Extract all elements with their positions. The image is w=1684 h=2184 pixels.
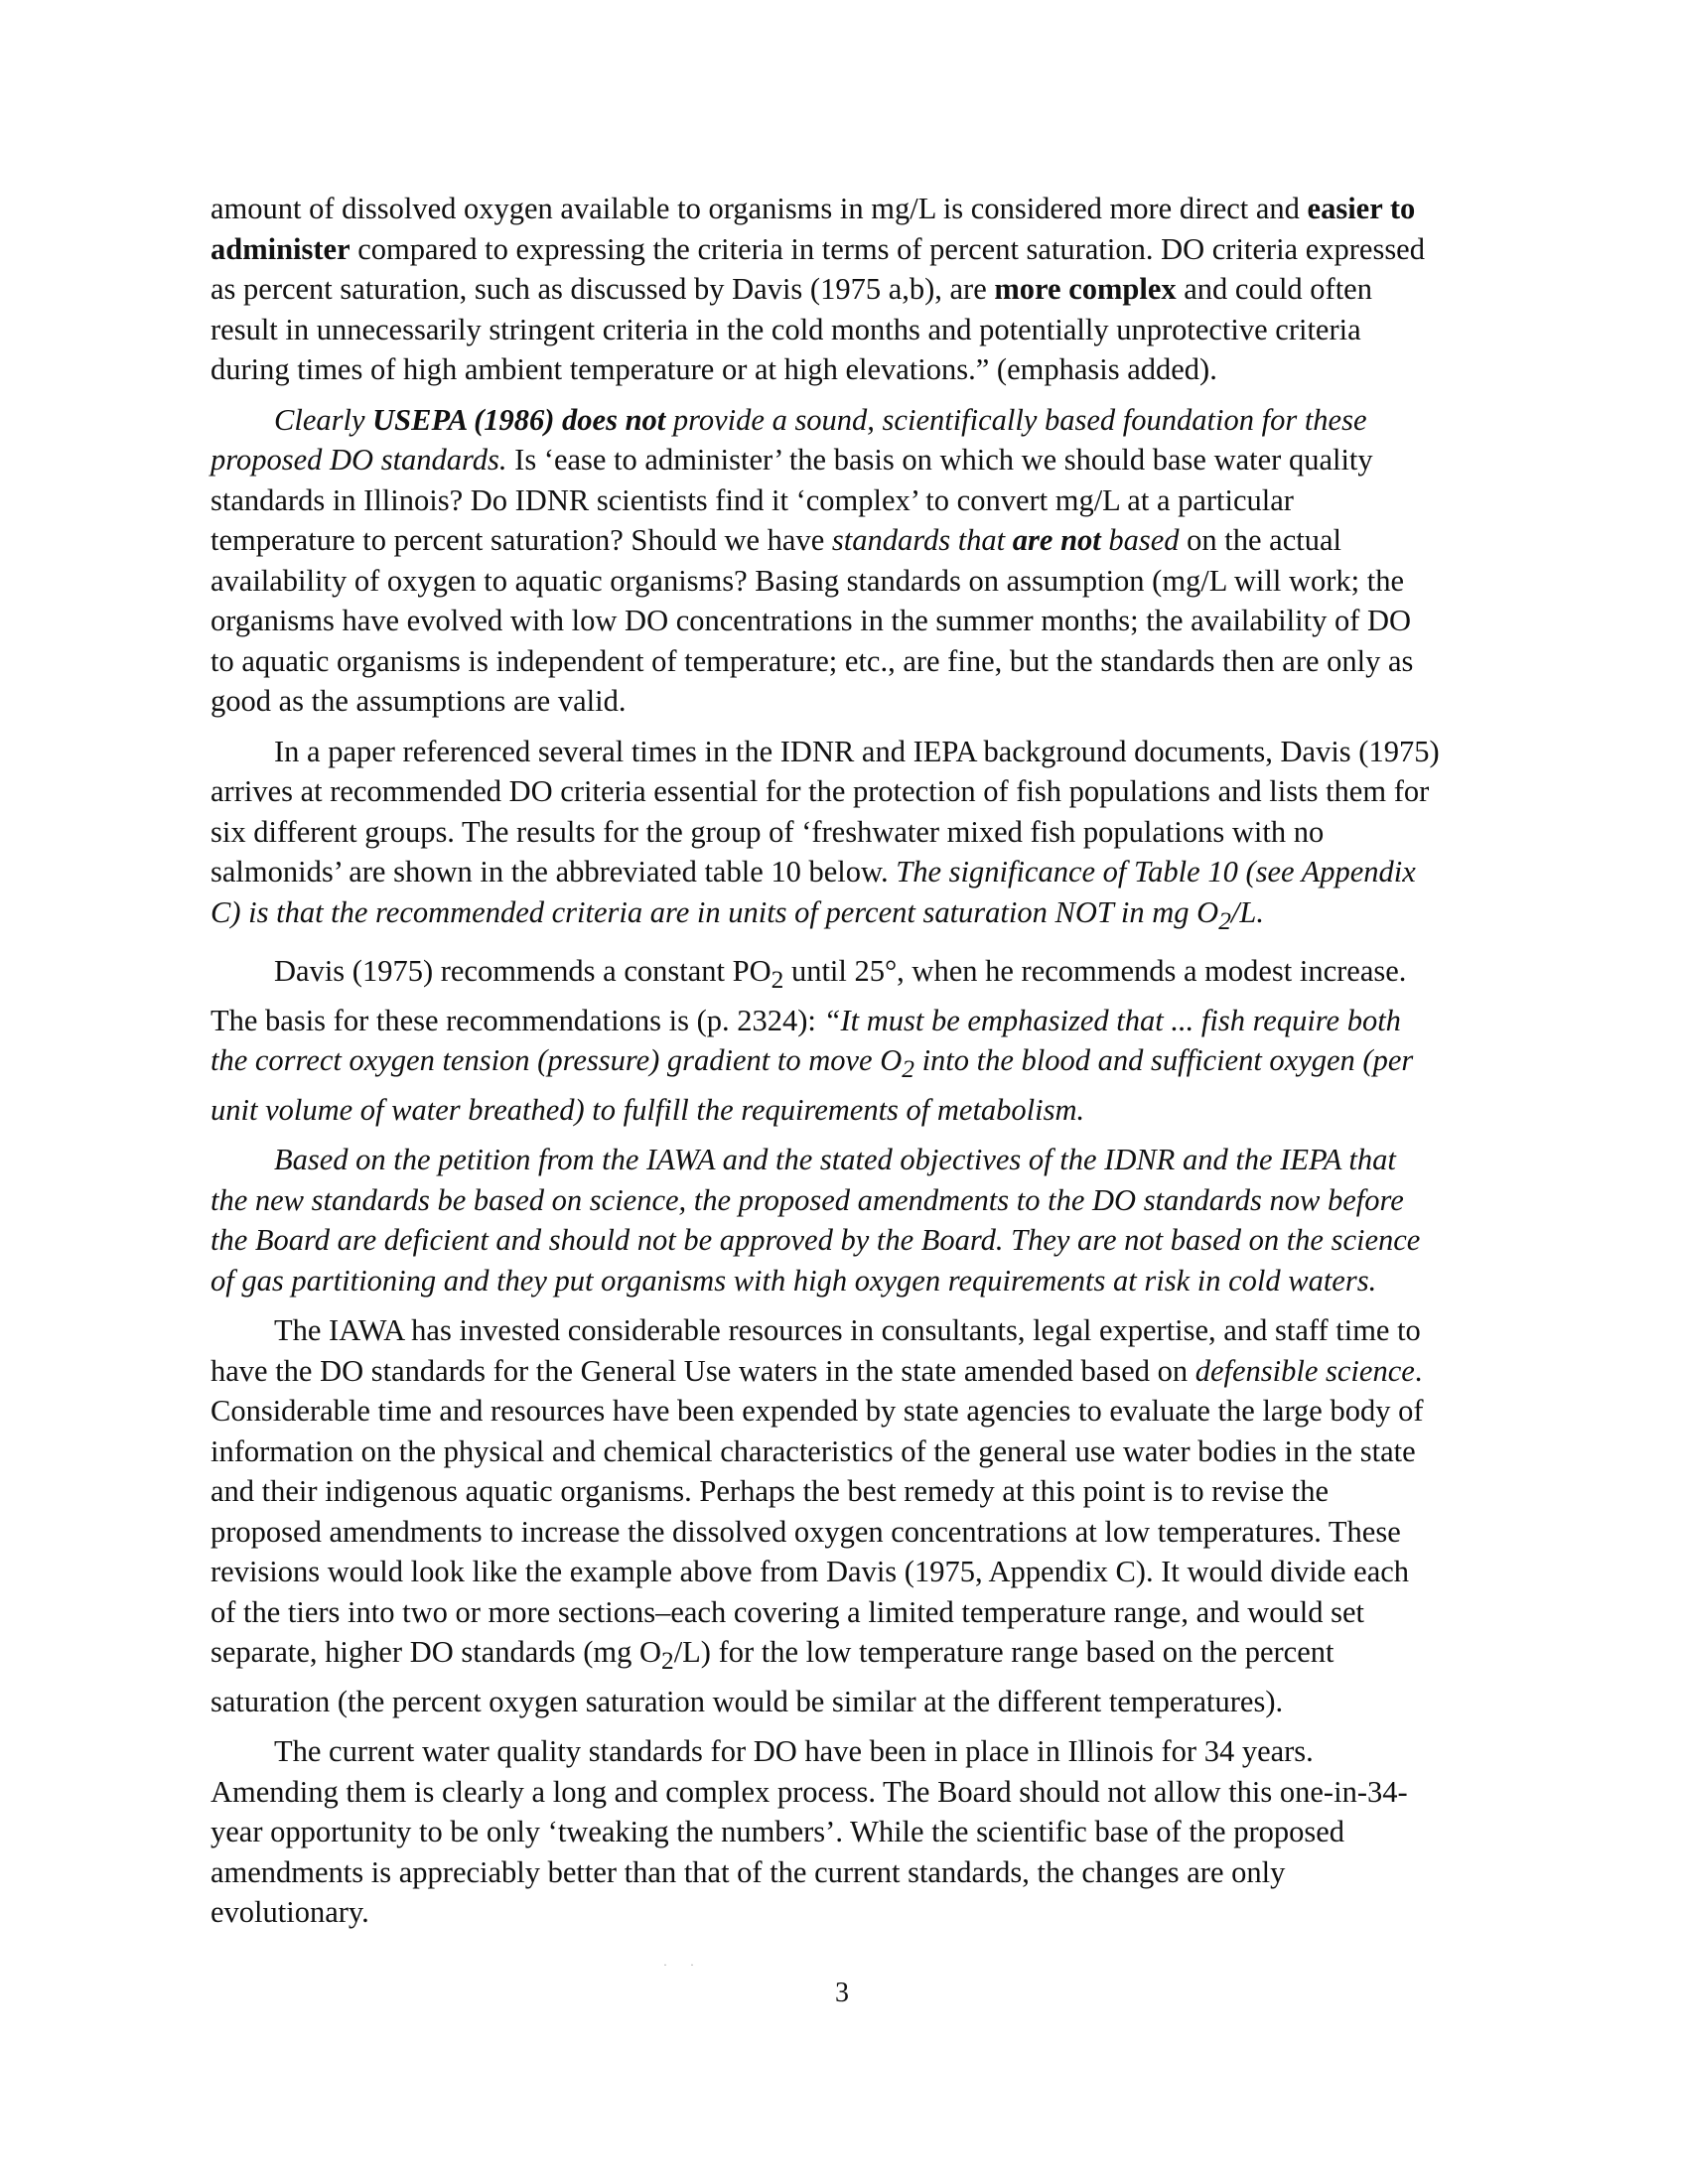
subscript: 2 <box>771 966 784 995</box>
italic-text: The significance of Table 10 (see Appendix <box>896 855 1416 888</box>
italic-text: provide a sound, scientifically based foundation for these <box>665 402 1367 437</box>
italic-text: the Board are deficient and should not be approved by the Board. They are not based on the science <box>210 1223 1421 1258</box>
scan-specks: · · <box>663 1958 704 1972</box>
page-number: 3 <box>835 1978 849 2008</box>
bold-text: more complex <box>994 272 1177 306</box>
paragraph-1 <box>210 189 1507 390</box>
paragraph-2 <box>210 400 1507 722</box>
text-run: The basis for these recommendations is (p. 2324): <box>210 1003 824 1037</box>
text-line: organisms have evolved with low DO concentrations in the summer months; the availability of DO <box>210 604 1412 637</box>
bold-italic-text: are not <box>1012 523 1101 557</box>
text-run: and could often <box>1176 272 1372 306</box>
italic-text: proposed DO standards. <box>210 443 507 477</box>
subscript: 2 <box>902 1055 914 1084</box>
text-line: and their indigenous aquatic organisms. Perhaps the best remedy at this point is to revise the <box>210 1474 1330 1509</box>
italic-text: Based on the petition from the IAWA and the stated objectives of the IDNR and the IEPA that <box>274 1143 1396 1177</box>
italic-text: C) is that the recommended criteria are in units of percent saturation NOT in mg O <box>210 894 1219 929</box>
paragraph-6 <box>210 1310 1507 1721</box>
text-line: The current water quality standards for DO have been in place in Illinois for 34 years. <box>274 1734 1314 1769</box>
text-run: Is ‘ease to administer’ the basis on which we should base water quality <box>506 443 1373 477</box>
subscript: 2 <box>1218 906 1231 935</box>
italic-text: into the blood and sufficient oxygen (per <box>913 1043 1414 1078</box>
text-line: year opportunity to be only ‘tweaking the numbers’. While the scientific base of the proposed <box>210 1815 1345 1849</box>
text-run: compared to expressing the criteria in terms of percent saturation. DO criteria expressed <box>350 231 1425 266</box>
bold-text: easier to <box>1307 192 1416 225</box>
text-line: to aquatic organisms is independent of temperature; etc., are fine, but the standards then are only as <box>210 643 1414 678</box>
text-run: as percent saturation, such as discussed by Davis (1975 a,b), are <box>210 272 995 306</box>
text-line: proposed amendments to increase the dissolved oxygen concentrations at low temperatures. These <box>210 1514 1401 1549</box>
text-line: standards in Illinois? Do IDNR scientists find it ‘complex’ to convert mg/L at a particular <box>210 482 1294 517</box>
text-line: information on the physical and chemical characteristics of the general use water bodies in the state <box>210 1433 1416 1468</box>
text-run: on the actual <box>1179 523 1341 557</box>
text-run: temperature to percent saturation? Should we have <box>210 523 832 557</box>
italic-text: unit volume of water breathed) to fulfill the requirements of metabolism. <box>210 1092 1085 1127</box>
text-run: /L) for the low temperature range based on the percent <box>673 1635 1334 1670</box>
text-line: In a paper referenced several times in the IDNR and IEPA background documents, Davis (1975) <box>274 734 1440 768</box>
bold-text: administer <box>210 231 351 266</box>
italic-text: standards that <box>831 523 1013 557</box>
italic-text: /L. <box>1230 894 1264 929</box>
italic-text: the new standards be based on science, the proposed amendments to the DO standards now before <box>210 1182 1404 1217</box>
text-line: revisions would look like the example above from Davis (1975, Appendix C). It would divide each <box>210 1555 1410 1589</box>
italic-text: the correct oxygen tension (pressure) gradient to move O <box>210 1043 903 1078</box>
paragraph-5 <box>210 1140 1507 1300</box>
italic-text: defensible science <box>1194 1353 1415 1388</box>
text-line: good as the assumptions are valid. <box>210 684 627 718</box>
text-line: six different groups. The results for the group of ‘freshwater mixed fish populations with no <box>210 814 1325 849</box>
text-line: evolutionary. <box>210 1895 369 1930</box>
text-run: have the DO standards for the General Use waters in the state amended based on <box>210 1353 1195 1388</box>
text-line: saturation (the percent oxygen saturation would be similar at the different temperatures). <box>210 1684 1284 1718</box>
text-run: separate, higher DO standards (mg O <box>210 1635 661 1670</box>
text-run: Davis (1975) recommends a constant PO <box>274 954 772 989</box>
bold-italic-text: USEPA (1986) does not <box>372 402 666 437</box>
text-line: Considerable time and resources have been expended by state agencies to evaluate the large body of <box>210 1394 1424 1429</box>
text-run: salmonids’ are shown in the abbreviated table 10 below. <box>210 855 897 888</box>
italic-text: Clearly <box>274 402 373 437</box>
text-line: amendments is appreciably better than that of the current standards, the changes are only <box>210 1854 1286 1889</box>
text-run: . <box>1414 1353 1423 1388</box>
paragraph-4 <box>210 951 1507 1130</box>
text-line: during times of high ambient temperature or at high elevations.” (emphasis added). <box>210 352 1217 386</box>
text-line: result in unnecessarily stringent criteria in the cold months and potentially unprotective criteria <box>210 312 1361 346</box>
italic-text: of gas partitioning and they put organisms with high oxygen requirements at risk in cold waters. <box>210 1263 1377 1297</box>
text-line: The IAWA has invested considerable resources in consultants, legal expertise, and staff time to <box>274 1313 1421 1348</box>
text-line: arrives at recommended DO criteria essential for the protection of fish populations and lists them for <box>210 774 1430 808</box>
text-run: until 25°, when he recommends a modest increase. <box>783 954 1407 989</box>
text-line: availability of oxygen to aquatic organisms? Basing standards on assumption (mg/L will work; the <box>210 563 1405 598</box>
paragraph-7 <box>210 1731 1507 1933</box>
italic-text: “It must be emphasized that ... fish require both <box>823 1003 1401 1037</box>
subscript: 2 <box>660 1647 674 1676</box>
text-line: Amending them is clearly a long and complex process. The Board should not allow this one-in-34- <box>210 1774 1408 1809</box>
text-line: of the tiers into two or more sections–each covering a limited temperature range, and would set <box>210 1594 1365 1629</box>
text-run: amount of dissolved oxygen available to organisms in mg/L is considered more direct and <box>210 192 1308 225</box>
body-text <box>210 189 1507 1933</box>
paragraph-3 <box>210 732 1507 942</box>
italic-text: based <box>1100 523 1180 557</box>
